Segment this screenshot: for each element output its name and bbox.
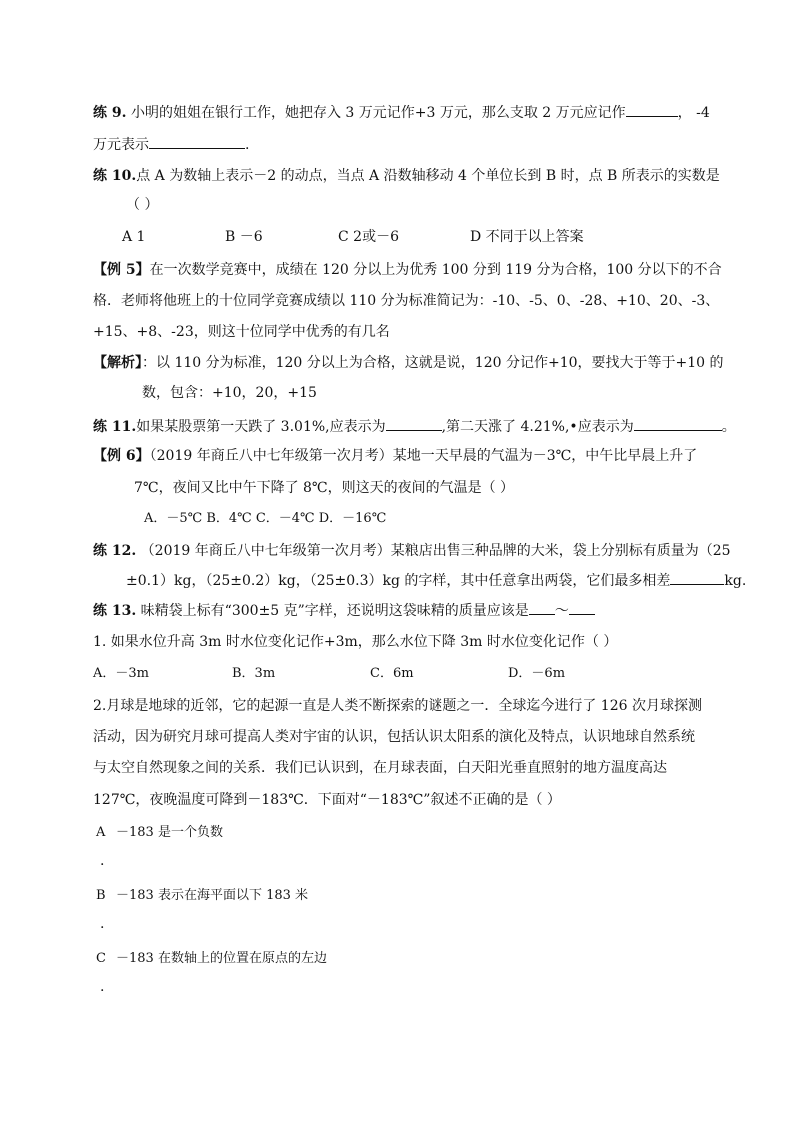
exercise-13-tag: 练 13. bbox=[93, 603, 137, 619]
exercise-12-text-1: （2019 年商丘八中七年级第一次月考）某粮店出售三种品牌的大米，袋上分别标有质量为（25 bbox=[136, 543, 731, 559]
exercise-10-option-d: D 不同于以上答案 bbox=[470, 229, 584, 245]
question-2-option-a-text: －183 是一个负数 bbox=[116, 825, 223, 840]
exercise-12-tag: 练 12. bbox=[93, 543, 137, 559]
example-5-tag: 【例 5】 bbox=[93, 262, 150, 278]
exercise-13-line bbox=[93, 600, 595, 621]
exercise-12-unit: kg. bbox=[724, 573, 747, 589]
analysis-tag: 【解析】 bbox=[93, 355, 142, 371]
question-2-option-a-dot: . bbox=[100, 853, 105, 869]
exercise-12-line1 bbox=[93, 541, 731, 561]
exercise-10-tag: 练 10. bbox=[93, 168, 137, 184]
question-2-option-b-letter: B bbox=[96, 888, 106, 903]
question-1-text: 1. 如果水位升高 3m 时水位变化记作+3m，那么水位下降 3m 时水位变化记作（ ） bbox=[93, 634, 618, 650]
question-1-option-a: A．－3m bbox=[93, 666, 149, 681]
exercise-10-option-a: A 1 bbox=[122, 229, 146, 245]
exercise-11-line bbox=[93, 416, 736, 437]
example-6-text-1: （2019 年商丘八中七年级第一次月考）某地一天早晨的气温为－3℃，中午比早晨上升了 bbox=[149, 448, 698, 464]
example-5-line2: 格．老师将他班上的十位同学竞赛成绩以 110 分为标准简记为：-10、-5、0、-28、+10、20、-3、 bbox=[93, 293, 720, 309]
example-5-analysis-line1 bbox=[93, 353, 724, 373]
question-2-line2: 活动，因为研究月球可提高人类对宇宙的认识，包括认识太阳系的演化及特点，认识地球自然系统 bbox=[93, 729, 695, 745]
example-5-line3: +15、+8、-23，则这十位同学中优秀的有几名 bbox=[93, 324, 390, 340]
exercise-11-tag: 练 11. bbox=[93, 419, 137, 435]
question-2-option-a-letter: A bbox=[96, 825, 106, 840]
question-2-line3: 与太空自然现象之间的关系．我们已认识到，在月球表面，白天阳光垂直照射的地方温度高达 bbox=[93, 760, 667, 776]
question-2-option-c-letter: C bbox=[96, 951, 106, 966]
exercise-9-text-b: ， -4 bbox=[677, 105, 710, 121]
question-2-line4: 127℃，夜晚温度可降到－183℃．下面对“－183℃”叙述不正确的是（ ） bbox=[93, 792, 561, 808]
exercise-9-period: . bbox=[245, 137, 250, 153]
exercise-9-tag: 练 9. bbox=[93, 105, 127, 121]
exercise-12-line2 bbox=[126, 570, 746, 591]
question-2-option-b-dot: . bbox=[100, 916, 105, 932]
exercise-13-text: 味精袋上标有“300±5 克”字样，还说明这袋味精的质量应该是 bbox=[136, 603, 529, 619]
answer-blank[interactable] bbox=[634, 416, 722, 431]
question-1-option-b: B．3m bbox=[232, 666, 276, 681]
answer-blank[interactable] bbox=[569, 600, 595, 615]
question-2-option-b-text: －183 表示在海平面以下 183 米 bbox=[116, 888, 309, 903]
exercise-11-text-a: 如果某股票第一天跌了 3.01%,应表示为 bbox=[136, 419, 386, 435]
question-1-option-c: C．6m bbox=[370, 666, 414, 681]
analysis-text-1: ：以 110 分为标准，120 分以上为合格，这就是说，120 分记作+10，要找大于等于+10 的 bbox=[142, 355, 724, 371]
question-2-line1: 2.月球是地球的近邻，它的起源一直是人类不断探索的谜题之一．全球迄今进行了 126 次月球探测 bbox=[93, 698, 702, 714]
exercise-9-line2 bbox=[93, 134, 249, 155]
answer-blank[interactable] bbox=[529, 600, 555, 615]
answer-blank[interactable] bbox=[626, 102, 678, 117]
example-6-line1 bbox=[93, 446, 697, 466]
exercise-10-option-b: B －6 bbox=[225, 229, 263, 245]
example-5-analysis-line2: 数，包含：+10，20，+15 bbox=[142, 385, 317, 401]
exercise-10-option-c: C 2或－6 bbox=[338, 229, 399, 245]
example-6-line2: 7℃，夜间又比中午下降了 8℃，则这天的夜间的气温是（ ） bbox=[134, 480, 515, 496]
example-6-options: A．－5℃ B．4℃ C．－4℃ D．－16℃ bbox=[144, 511, 387, 526]
example-5-line1 bbox=[93, 260, 722, 280]
exercise-13-tilde: ～ bbox=[554, 603, 569, 619]
exercise-9-line1 bbox=[93, 102, 710, 123]
exercise-9-text: 小明的姐姐在银行工作，她把存入 3 万元记作+3 万元，那么支取 2 万元应记作 bbox=[126, 105, 626, 121]
answer-blank[interactable] bbox=[149, 134, 245, 149]
exercise-11-text-c: 。 bbox=[721, 419, 736, 435]
question-1-option-d: D．－6m bbox=[508, 666, 566, 681]
question-2-option-c-dot: . bbox=[100, 979, 105, 995]
exercise-9-text-c: 万元表示 bbox=[93, 137, 149, 153]
exercise-10-paren: （ ） bbox=[126, 197, 159, 213]
exercise-11-text-b: ,第二天涨了 4.21%,•应表示为 bbox=[441, 419, 634, 435]
exercise-12-text-2: ±0.1）kg，（25±0.2）kg，（25±0.3）kg 的字样，其中任意拿出两袋，它们最多相差 bbox=[126, 573, 671, 589]
example-5-text-1: 在一次数学竞赛中，成绩在 120 分以上为优秀 100 分到 119 分为合格，100 分以下的不合 bbox=[149, 262, 722, 278]
exercise-10-line1 bbox=[93, 166, 720, 186]
exercise-10-text: 点 A 为数轴上表示－2 的动点，当点 A 沿数轴移动 4 个单位长到 B 时，点 B 所表示的实数是 bbox=[136, 168, 720, 184]
example-6-tag: 【例 6】 bbox=[93, 448, 150, 464]
question-2-option-c-text: －183 在数轴上的位置在原点的左边 bbox=[116, 951, 327, 966]
answer-blank[interactable] bbox=[386, 416, 442, 431]
answer-blank[interactable] bbox=[670, 570, 724, 585]
